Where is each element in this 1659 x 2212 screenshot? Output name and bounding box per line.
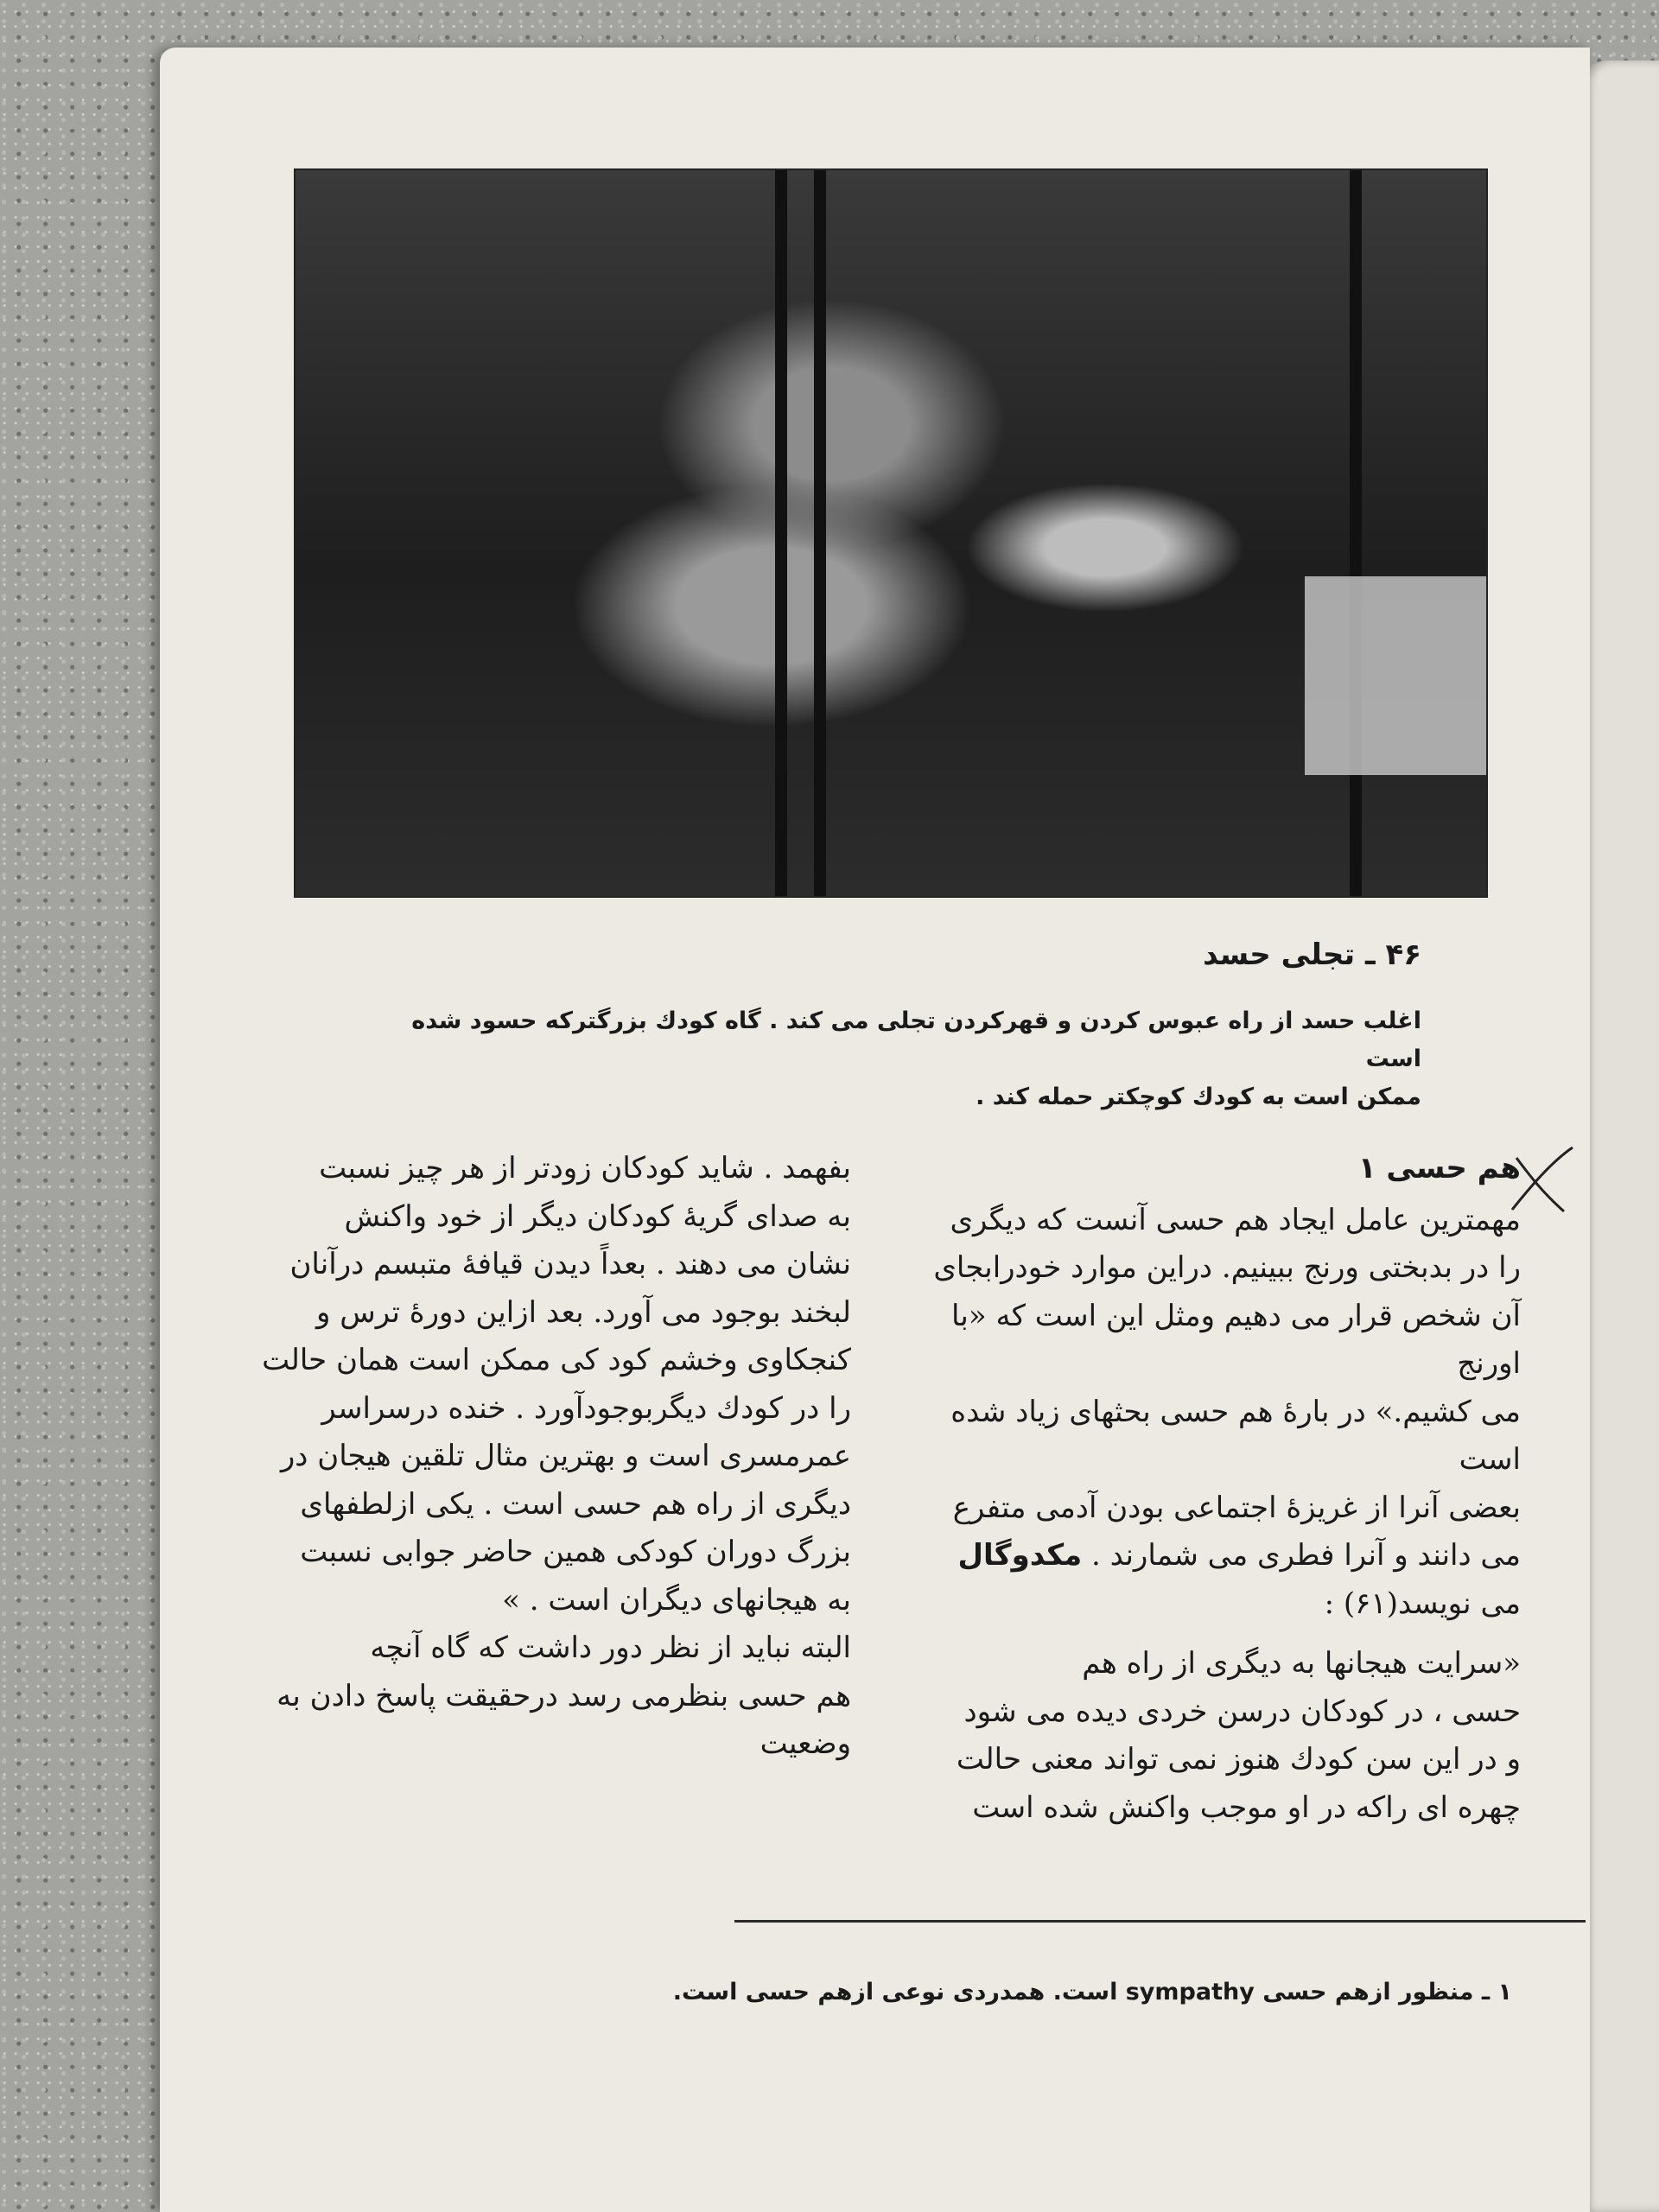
quote-line: حسی ، در کودکان درسن خردی دیده می شود [963, 1694, 1521, 1729]
caption-line: اغلب حسد از راه عبوس کردن و قهرکردن تجلی می کند . گاه کودك بزرگترکه حسود شده است [411, 1007, 1421, 1072]
photo-window-bar [1350, 170, 1362, 896]
photo-window-light [1305, 576, 1486, 775]
paragraph-line: بعضی آنرا از غریزهٔ اجتماعی بودن آدمی متفرع [952, 1490, 1521, 1525]
paragraph-line: آن شخص قرار می دهیم ومثل این است که «با اورنج [951, 1298, 1521, 1381]
quote-line: و در این سن کودك هنوز نمی تواند معنی حالت [956, 1742, 1521, 1777]
left-column [194, 1145, 851, 1769]
paragraph-line: می کشیم.» در بارهٔ هم حسی بحثهای زیاد شده است [950, 1394, 1521, 1477]
footnote-prefix: ۱ ـ منظور ازهم حسی [1262, 1979, 1512, 2005]
photo-window-bar [775, 170, 787, 896]
footnote-term: sympathy [1125, 1979, 1255, 2005]
author-name: مکدوگال [957, 1538, 1083, 1573]
section-heading: هم حسی ۱ [1357, 1151, 1521, 1185]
paragraph-line: البته نباید از نظر دور داشت که گاه آنچه [370, 1630, 851, 1665]
paragraph-line: را در بدبختی ورنج ببینیم. دراین موارد خودرابجای [933, 1250, 1521, 1285]
footnote-suffix: است. همدردی نوعی ازهم حسی است. [672, 1979, 1118, 2005]
photo-window-bar [814, 170, 826, 896]
paragraph-line: دیگری از راه هم حسی است . یکی ازلطفهای [300, 1486, 851, 1522]
figure-title: ۴۶ ـ تجلی حسد [1203, 938, 1421, 972]
next-page-edge [1581, 60, 1659, 2212]
quote-line: چهره ای راکه در او موجب واکنش شده است [972, 1789, 1521, 1825]
figure-caption [363, 1002, 1421, 1116]
paragraph-line [890, 1532, 1521, 1580]
paragraph-line: هم حسی بنظرمی رسد درحقیقت پاسخ دادن به وضعیت [276, 1678, 851, 1761]
quote-line: «سرایت هیجانها به دیگری از راه هم‌ [1082, 1646, 1521, 1681]
right-column [890, 1145, 1521, 1832]
paragraph-line-text: می دانند و آنرا فطری می شمارند . [1090, 1538, 1521, 1573]
caption-line: ممکن است به کودك کوچکتر حمله کند . [976, 1084, 1421, 1110]
figure-photo [294, 168, 1488, 898]
paragraph-line: نشان می دهند . بعداً دیدن قیافهٔ متبسم درآنان [289, 1247, 851, 1281]
paragraph-line: به صدای گریهٔ کودکان دیگر از خود واکنش [344, 1198, 851, 1234]
footnote [605, 1979, 1512, 2005]
paragraph-line: کنجکاوی وخشم کود کی ممکن است همان حالت [262, 1343, 851, 1377]
paragraph-line: بفهمد . شاید کودکان زودتر از هر چیز نسبت [319, 1151, 851, 1185]
paragraph-line: می نویسد(۶۱) : [1324, 1586, 1521, 1621]
paragraph-line: عمرمسری است و بهترین مثال تلقین هیجان در [280, 1439, 851, 1473]
paragraph-line: مهمترین عامل ایجاد هم حسی آنست که دیگری [950, 1202, 1521, 1237]
paragraph-line: به هیجانهای دیگران است . » [502, 1582, 851, 1618]
footnote-divider [734, 1920, 1586, 1923]
paragraph-line: لبخند بوجود می آورد. بعد ازاین دورهٔ ترس و [316, 1294, 851, 1330]
paragraph-line: را در کودك دیگربوجودآورد . خنده درسراسر [321, 1390, 851, 1426]
paragraph-line: بزرگ دوران کودکی همین حاضر جوابی نسبت [300, 1535, 851, 1569]
